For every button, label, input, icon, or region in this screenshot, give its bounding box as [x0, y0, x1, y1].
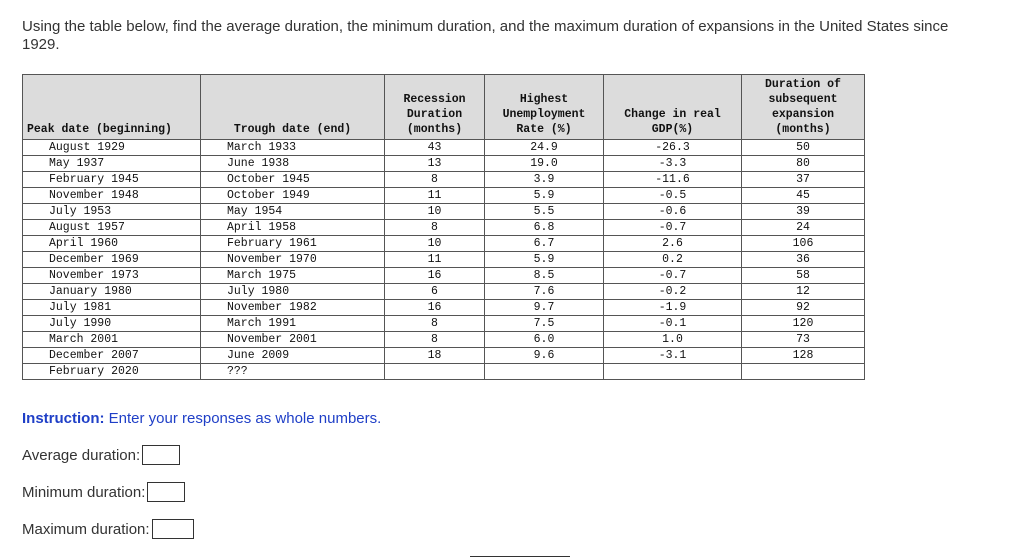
expansion-duration-cell: 128 — [742, 348, 865, 364]
header-subsequent-expansion: Duration of subsequent expansion (months) — [742, 75, 865, 140]
peak-date-cell: August 1957 — [23, 220, 201, 236]
recession-duration-cell: 8 — [385, 316, 485, 332]
unemployment-rate-cell: 3.9 — [485, 172, 604, 188]
unemployment-rate-cell: 9.6 — [485, 348, 604, 364]
expansion-duration-cell: 39 — [742, 204, 865, 220]
recession-duration-cell: 43 — [385, 140, 485, 156]
table-row — [23, 300, 865, 316]
gdp-change-cell: 1.0 — [604, 332, 742, 348]
recession-duration-cell: 11 — [385, 252, 485, 268]
average-duration-row — [22, 445, 180, 465]
gdp-change-cell: 2.6 — [604, 236, 742, 252]
peak-date-cell: August 1929 — [23, 140, 201, 156]
peak-date-cell: April 1960 — [23, 236, 201, 252]
recession-duration-cell: 8 — [385, 220, 485, 236]
recession-duration-cell — [385, 364, 485, 380]
unemployment-rate-cell: 6.0 — [485, 332, 604, 348]
gdp-change-cell: -1.9 — [604, 300, 742, 316]
gdp-change-cell: 0.2 — [604, 252, 742, 268]
gdp-change-cell: -3.3 — [604, 156, 742, 172]
peak-date-cell: February 2020 — [23, 364, 201, 380]
gdp-change-cell: -0.7 — [604, 268, 742, 284]
recession-duration-cell: 18 — [385, 348, 485, 364]
table-row — [23, 188, 865, 204]
trough-date-cell: March 1975 — [201, 268, 385, 284]
header-peak-date: Peak date (beginning) — [23, 75, 201, 140]
expansion-duration-cell — [742, 364, 865, 380]
peak-date-cell: July 1990 — [23, 316, 201, 332]
recession-duration-cell: 16 — [385, 268, 485, 284]
peak-date-cell: December 2007 — [23, 348, 201, 364]
recession-table — [22, 74, 865, 380]
trough-date-cell: June 1938 — [201, 156, 385, 172]
expansion-duration-cell: 45 — [742, 188, 865, 204]
unemployment-rate-cell: 7.6 — [485, 284, 604, 300]
peak-date-cell: February 1945 — [23, 172, 201, 188]
gdp-change-cell: -0.6 — [604, 204, 742, 220]
gdp-change-cell: -0.5 — [604, 188, 742, 204]
peak-date-cell: July 1981 — [23, 300, 201, 316]
header-change-real-gdp: Change in real GDP(%) — [604, 75, 742, 140]
unemployment-rate-cell: 5.5 — [485, 204, 604, 220]
trough-date-cell: November 1982 — [201, 300, 385, 316]
unemployment-rate-cell — [485, 364, 604, 380]
gdp-change-cell: -0.2 — [604, 284, 742, 300]
expansion-duration-cell: 50 — [742, 140, 865, 156]
trough-date-cell: June 2009 — [201, 348, 385, 364]
recession-duration-cell: 6 — [385, 284, 485, 300]
expansion-duration-cell: 73 — [742, 332, 865, 348]
table-row — [23, 172, 865, 188]
expansion-duration-cell: 92 — [742, 300, 865, 316]
bottom-divider — [470, 556, 570, 557]
unemployment-rate-cell: 5.9 — [485, 188, 604, 204]
recession-table-container — [22, 74, 865, 380]
trough-date-cell: May 1954 — [201, 204, 385, 220]
expansion-duration-cell: 24 — [742, 220, 865, 236]
unemployment-rate-cell: 6.8 — [485, 220, 604, 236]
unemployment-rate-cell: 8.5 — [485, 268, 604, 284]
table-row — [23, 316, 865, 332]
header-recession-duration: Recession Duration (months) — [385, 75, 485, 140]
table-row — [23, 252, 865, 268]
table-row — [23, 332, 865, 348]
expansion-duration-cell: 37 — [742, 172, 865, 188]
header-trough-date: Trough date (end) — [201, 75, 385, 140]
header-highest-unemployment: Highest Unemployment Rate (%) — [485, 75, 604, 140]
recession-duration-cell: 10 — [385, 204, 485, 220]
trough-date-cell: November 2001 — [201, 332, 385, 348]
minimum-duration-label: Minimum duration: — [22, 483, 146, 501]
recession-duration-cell: 16 — [385, 300, 485, 316]
trough-date-cell: October 1945 — [201, 172, 385, 188]
expansion-duration-cell: 120 — [742, 316, 865, 332]
table-row — [23, 220, 865, 236]
instruction-label: Instruction: — [22, 410, 105, 427]
peak-date-cell: December 1969 — [23, 252, 201, 268]
peak-date-cell: March 2001 — [23, 332, 201, 348]
expansion-duration-cell: 80 — [742, 156, 865, 172]
unemployment-rate-cell: 19.0 — [485, 156, 604, 172]
trough-date-cell: July 1980 — [201, 284, 385, 300]
unemployment-rate-cell: 7.5 — [485, 316, 604, 332]
table-row — [23, 236, 865, 252]
peak-date-cell: May 1937 — [23, 156, 201, 172]
recession-duration-cell: 11 — [385, 188, 485, 204]
gdp-change-cell: -0.1 — [604, 316, 742, 332]
table-row — [23, 364, 865, 380]
trough-date-cell: March 1933 — [201, 140, 385, 156]
recession-duration-cell: 8 — [385, 332, 485, 348]
unemployment-rate-cell: 24.9 — [485, 140, 604, 156]
minimum-duration-input[interactable] — [147, 482, 185, 502]
table-body — [23, 140, 865, 380]
average-duration-input[interactable] — [142, 445, 180, 465]
question-text: Using the table below, find the average duration, the minimum duration, and the maximum duration of expansions in the United States since 1929. — [22, 18, 949, 53]
average-duration-label: Average duration: — [22, 446, 141, 464]
table-header-row — [23, 75, 865, 140]
expansion-duration-cell: 36 — [742, 252, 865, 268]
instruction — [22, 410, 381, 427]
gdp-change-cell: -3.1 — [604, 348, 742, 364]
gdp-change-cell: -26.3 — [604, 140, 742, 156]
trough-date-cell: ??? — [201, 364, 385, 380]
table-row — [23, 204, 865, 220]
peak-date-cell: July 1953 — [23, 204, 201, 220]
table-row — [23, 284, 865, 300]
expansion-duration-cell: 58 — [742, 268, 865, 284]
trough-date-cell: March 1991 — [201, 316, 385, 332]
trough-date-cell: February 1961 — [201, 236, 385, 252]
table-row — [23, 268, 865, 284]
gdp-change-cell: -0.7 — [604, 220, 742, 236]
expansion-duration-cell: 106 — [742, 236, 865, 252]
peak-date-cell: November 1973 — [23, 268, 201, 284]
table-row — [23, 140, 865, 156]
gdp-change-cell — [604, 364, 742, 380]
recession-duration-cell: 10 — [385, 236, 485, 252]
maximum-duration-row — [22, 519, 194, 539]
recession-duration-cell: 8 — [385, 172, 485, 188]
instruction-text: Enter your responses as whole numbers. — [104, 410, 382, 427]
trough-date-cell: November 1970 — [201, 252, 385, 268]
expansion-duration-cell: 12 — [742, 284, 865, 300]
peak-date-cell: January 1980 — [23, 284, 201, 300]
unemployment-rate-cell: 6.7 — [485, 236, 604, 252]
table-row — [23, 156, 865, 172]
maximum-duration-label: Maximum duration: — [22, 520, 150, 538]
peak-date-cell: November 1948 — [23, 188, 201, 204]
gdp-change-cell: -11.6 — [604, 172, 742, 188]
table-row — [23, 348, 865, 364]
maximum-duration-input[interactable] — [152, 519, 194, 539]
recession-duration-cell: 13 — [385, 156, 485, 172]
unemployment-rate-cell: 5.9 — [485, 252, 604, 268]
trough-date-cell: October 1949 — [201, 188, 385, 204]
unemployment-rate-cell: 9.7 — [485, 300, 604, 316]
trough-date-cell: April 1958 — [201, 220, 385, 236]
minimum-duration-row — [22, 482, 185, 502]
